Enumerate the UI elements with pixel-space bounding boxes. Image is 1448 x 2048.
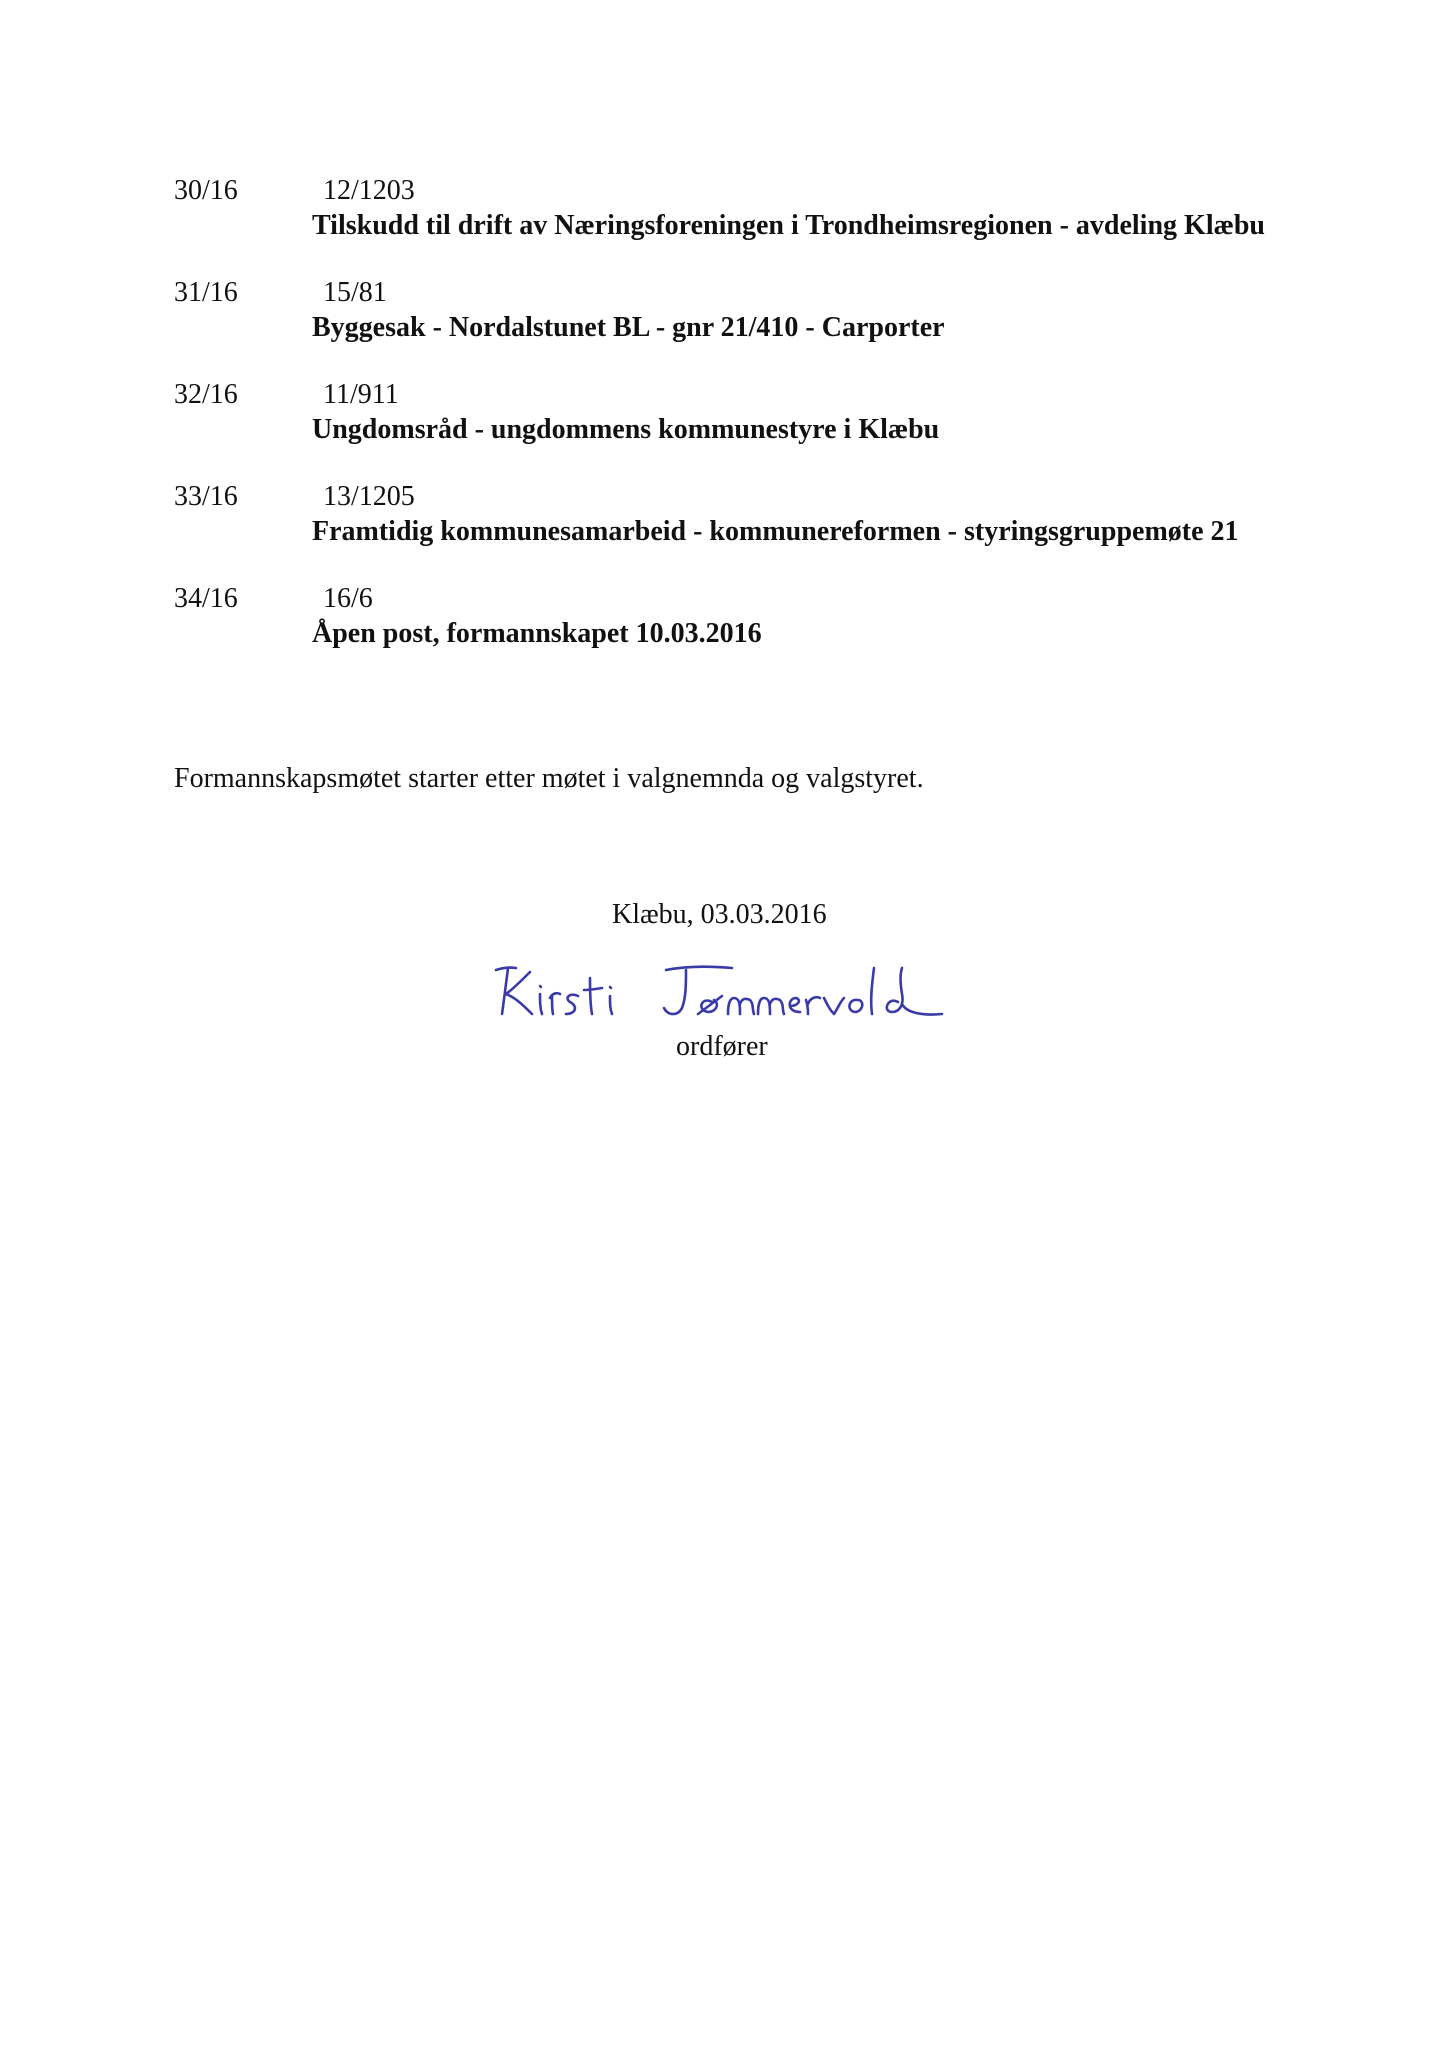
case-body	[312, 480, 1324, 549]
case-item	[174, 480, 1324, 549]
case-reference: 16/6	[323, 583, 373, 614]
handwritten-signature	[490, 954, 960, 1026]
case-title: Åpen post, formannskapet 10.03.2016	[312, 618, 762, 649]
case-number: 32/16	[174, 379, 238, 410]
case-item	[174, 276, 1324, 345]
case-number: 33/16	[174, 481, 238, 512]
case-item	[174, 582, 1324, 651]
case-body	[312, 582, 1324, 651]
case-item	[174, 174, 1324, 243]
case-title: Byggesak - Nordalstunet BL - gnr 21/410 - Carporter	[312, 312, 945, 343]
signer-role: ordfører	[676, 1031, 768, 1062]
case-reference: 13/1205	[323, 481, 415, 512]
meeting-note: Formannskapsmøtet starter etter møtet i valgnemnda og valgstyret.	[174, 763, 924, 794]
place-and-date: Klæbu, 03.03.2016	[612, 899, 827, 930]
case-body	[312, 276, 1324, 345]
case-list	[174, 174, 1324, 684]
case-body	[312, 378, 1324, 447]
case-number: 34/16	[174, 583, 238, 614]
case-title: Ungdomsråd - ungdommens kommunestyre i Klæbu	[312, 414, 940, 445]
case-reference: 12/1203	[323, 175, 415, 206]
case-title: Framtidig kommunesamarbeid - kommunereformen - styringsgruppemøte 21	[312, 516, 1239, 547]
case-reference: 11/911	[323, 379, 399, 410]
case-item	[174, 378, 1324, 447]
case-number: 30/16	[174, 175, 238, 206]
case-body	[312, 174, 1324, 243]
case-reference: 15/81	[323, 277, 387, 308]
case-number: 31/16	[174, 277, 238, 308]
case-title: Tilskudd til drift av Næringsforeningen i Trondheimsregionen - avdeling Klæbu	[312, 210, 1265, 241]
